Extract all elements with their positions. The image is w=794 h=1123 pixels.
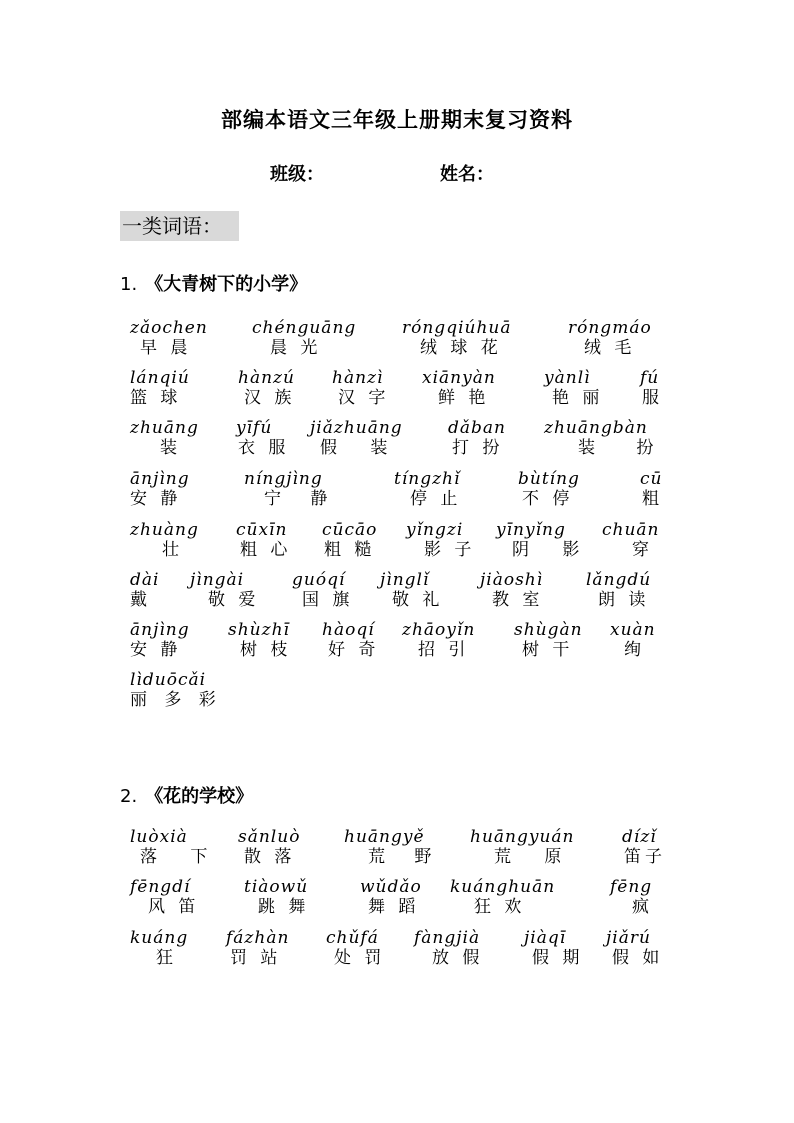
pinyin: jiàoshì <box>480 570 544 590</box>
word-item <box>394 469 461 509</box>
word-item <box>244 469 339 509</box>
word-item <box>130 620 190 660</box>
pinyin: xuàn <box>610 620 656 640</box>
word-item <box>496 520 593 560</box>
hanzi: 风 笛 <box>148 897 200 917</box>
pinyin: lǎngdú <box>586 570 652 590</box>
word-item <box>402 318 512 358</box>
pinyin: zhuàng <box>130 520 199 540</box>
word-item <box>226 928 289 968</box>
pinyin: yànlì <box>544 368 591 388</box>
hanzi: 绚 <box>624 640 645 660</box>
pinyin: kuáng <box>130 928 189 948</box>
hanzi: 笛子 <box>624 847 666 867</box>
hanzi: 敬 爱 <box>208 590 260 610</box>
hanzi: 绒 毛 <box>584 338 636 358</box>
word-row <box>130 670 670 716</box>
hanzi: 粗 心 <box>240 540 292 560</box>
hanzi: 衣 服 <box>238 438 290 458</box>
hanzi: 装 扮 <box>578 438 672 458</box>
hanzi: 疯 <box>632 897 653 917</box>
section-1-title <box>120 270 307 296</box>
hanzi: 不 停 <box>522 489 574 509</box>
pinyin: jìnglǐ <box>380 570 430 590</box>
word-item <box>360 877 422 917</box>
document-title: 部编本语文三年级上册期末复习资料 <box>221 108 573 132</box>
pinyin: zhuāng <box>130 418 199 438</box>
hanzi: 装 <box>160 438 181 458</box>
word-item <box>238 827 300 867</box>
hanzi: 影 子 <box>424 540 476 560</box>
pinyin: chǔfá <box>326 928 379 948</box>
hanzi: 敬 礼 <box>392 590 444 610</box>
word-item <box>606 928 663 968</box>
section-number: 2. <box>120 786 138 807</box>
pinyin: lánqiú <box>130 368 190 388</box>
word-item <box>326 928 385 968</box>
hanzi: 散 落 <box>244 847 296 867</box>
hanzi: 汉 族 <box>244 388 296 408</box>
hanzi: 壮 <box>162 540 183 560</box>
word-item <box>414 928 483 968</box>
section-2-title <box>120 782 253 808</box>
pinyin: jiàqī <box>524 928 567 948</box>
word-item <box>610 877 653 917</box>
hanzi: 落 下 <box>140 847 222 867</box>
hanzi: 假 期 <box>532 948 584 968</box>
hanzi: 狂 欢 <box>474 897 526 917</box>
word-row <box>130 570 670 616</box>
hanzi: 假 装 <box>320 438 402 458</box>
hanzi: 丽 多 彩 <box>130 690 222 710</box>
word-item <box>406 520 475 560</box>
hanzi: 招 引 <box>418 640 470 660</box>
hanzi: 粗 <box>642 489 663 509</box>
word-item <box>130 928 188 968</box>
word-item <box>322 620 379 660</box>
word-row <box>130 469 670 515</box>
hanzi: 跳 舞 <box>258 897 310 917</box>
word-item <box>130 827 221 867</box>
word-item <box>450 877 555 917</box>
pinyin: chuān <box>602 520 660 540</box>
word-item <box>544 368 603 408</box>
word-item <box>252 318 356 358</box>
pinyin: zhuāngbàn <box>544 418 648 438</box>
hanzi: 汉 字 <box>338 388 390 408</box>
pinyin: jiǎrú <box>606 928 651 948</box>
pinyin: luòxià <box>130 827 188 847</box>
pinyin: róngqiúhuā <box>402 318 512 338</box>
hanzi: 荒 原 <box>494 847 576 867</box>
pinyin: dǎban <box>448 418 506 438</box>
word-row <box>130 877 670 923</box>
word-item <box>190 570 259 610</box>
pinyin: shùgàn <box>514 620 583 640</box>
pinyin: yǐngzi <box>406 520 464 540</box>
hanzi: 早 晨 <box>140 338 192 358</box>
hanzi: 粗 糙 <box>324 540 376 560</box>
pinyin: hànzì <box>332 368 384 388</box>
hanzi: 穿 <box>632 540 653 560</box>
word-item <box>130 520 199 560</box>
hanzi: 停 止 <box>410 489 462 509</box>
word-item <box>402 620 475 660</box>
pinyin: cūcāo <box>322 520 378 540</box>
pinyin: guóqí <box>292 570 346 590</box>
pinyin: kuánghuān <box>450 877 556 897</box>
hanzi: 罚 站 <box>230 948 282 968</box>
pinyin: sǎnluò <box>238 827 301 847</box>
pinyin: dízǐ <box>622 827 657 847</box>
word-item <box>610 620 656 660</box>
word-item <box>238 368 295 408</box>
section-title-text: 《大青树下的小学》 <box>145 274 308 295</box>
word-item <box>332 368 389 408</box>
hanzi: 戴 <box>130 590 151 610</box>
name-label: 姓名： <box>440 164 494 185</box>
pinyin: yīfú <box>236 418 273 438</box>
word-item <box>448 418 506 458</box>
pinyin: róngmáo <box>568 318 652 338</box>
word-row <box>130 620 670 666</box>
hanzi: 树 枝 <box>240 640 292 660</box>
word-item <box>310 418 403 458</box>
word-item <box>130 670 222 710</box>
hanzi: 荒 野 <box>368 847 444 867</box>
word-row <box>130 928 670 974</box>
hanzi: 教 室 <box>492 590 544 610</box>
pinyin: fú <box>640 368 660 388</box>
word-item <box>130 877 199 917</box>
category-heading <box>120 211 239 241</box>
hanzi: 安 静 <box>130 640 182 660</box>
pinyin: fàngjià <box>414 928 481 948</box>
class-label: 班级： <box>270 164 324 185</box>
category-heading-text: 一类词语： <box>122 214 222 238</box>
pinyin: tiàowǔ <box>244 877 309 897</box>
word-item <box>344 827 443 867</box>
word-item <box>480 570 543 610</box>
hanzi: 阴 影 <box>512 540 594 560</box>
hanzi: 处 罚 <box>334 948 386 968</box>
pinyin: huāngyuán <box>470 827 575 847</box>
word-item <box>514 620 583 660</box>
hanzi: 好 奇 <box>328 640 380 660</box>
pinyin: hàoqí <box>322 620 375 640</box>
hanzi: 假 如 <box>612 948 664 968</box>
hanzi: 打 扮 <box>452 438 504 458</box>
hanzi: 绒 球 花 <box>420 338 502 358</box>
word-item <box>622 827 666 867</box>
section-title-text: 《花的学校》 <box>145 786 254 807</box>
word-item <box>602 520 660 560</box>
pinyin: dài <box>130 570 160 590</box>
word-item <box>640 469 663 509</box>
hanzi: 放 假 <box>432 948 484 968</box>
word-item <box>422 368 496 408</box>
pinyin: níngjìng <box>244 469 323 489</box>
word-item <box>130 469 190 509</box>
word-item <box>130 418 199 458</box>
pinyin: hànzú <box>238 368 295 388</box>
pinyin: ānjìng <box>130 469 190 489</box>
word-item <box>470 827 575 867</box>
hanzi: 朗 读 <box>598 590 650 610</box>
word-row <box>130 827 670 873</box>
hanzi: 宁 静 <box>264 489 340 509</box>
hanzi: 服 <box>642 388 663 408</box>
word-item <box>130 570 159 610</box>
pinyin: wǔdǎo <box>360 877 422 897</box>
hanzi: 舞 蹈 <box>368 897 420 917</box>
pinyin: bùtíng <box>518 469 580 489</box>
hanzi: 鲜 艳 <box>438 388 490 408</box>
pinyin: jìngài <box>190 570 245 590</box>
pinyin: lìduōcǎi <box>130 670 207 690</box>
pinyin: yīnyǐng <box>496 520 566 540</box>
word-item <box>244 877 309 917</box>
word-row <box>130 418 670 464</box>
word-item <box>292 570 353 610</box>
pinyin: fēngdí <box>130 877 191 897</box>
pinyin: cūxīn <box>236 520 288 540</box>
pinyin: chénguāng <box>252 318 357 338</box>
word-item <box>544 418 671 458</box>
pinyin: zǎochen <box>130 318 208 338</box>
word-row <box>130 368 670 414</box>
word-item <box>228 620 291 660</box>
pinyin: huāngyě <box>344 827 425 847</box>
word-row <box>130 318 670 364</box>
hanzi: 艳 丽 <box>552 388 604 408</box>
pinyin: shùzhī <box>228 620 290 640</box>
pinyin: zhāoyǐn <box>402 620 476 640</box>
word-item <box>380 570 443 610</box>
word-item <box>518 469 580 509</box>
section-number: 1. <box>120 274 138 295</box>
word-item <box>130 368 190 408</box>
hanzi: 国 旗 <box>302 590 354 610</box>
word-item <box>586 570 651 610</box>
word-item <box>236 418 289 458</box>
hanzi: 安 静 <box>130 489 182 509</box>
word-item <box>236 520 291 560</box>
hanzi: 树 干 <box>522 640 574 660</box>
pinyin: cū <box>640 469 663 489</box>
hanzi: 晨 光 <box>270 338 322 358</box>
word-item <box>130 318 208 358</box>
hanzi: 狂 <box>156 948 177 968</box>
word-item <box>322 520 377 560</box>
word-item <box>524 928 583 968</box>
pinyin: fázhàn <box>226 928 290 948</box>
pinyin: jiǎzhuāng <box>310 418 403 438</box>
word-row <box>130 520 670 566</box>
hanzi: 篮 球 <box>130 388 182 408</box>
pinyin: xiānyàn <box>422 368 496 388</box>
pinyin: fēng <box>610 877 653 897</box>
word-item <box>568 318 652 358</box>
pinyin: tíngzhǐ <box>394 469 461 489</box>
pinyin: ānjìng <box>130 620 190 640</box>
word-item <box>640 368 663 408</box>
